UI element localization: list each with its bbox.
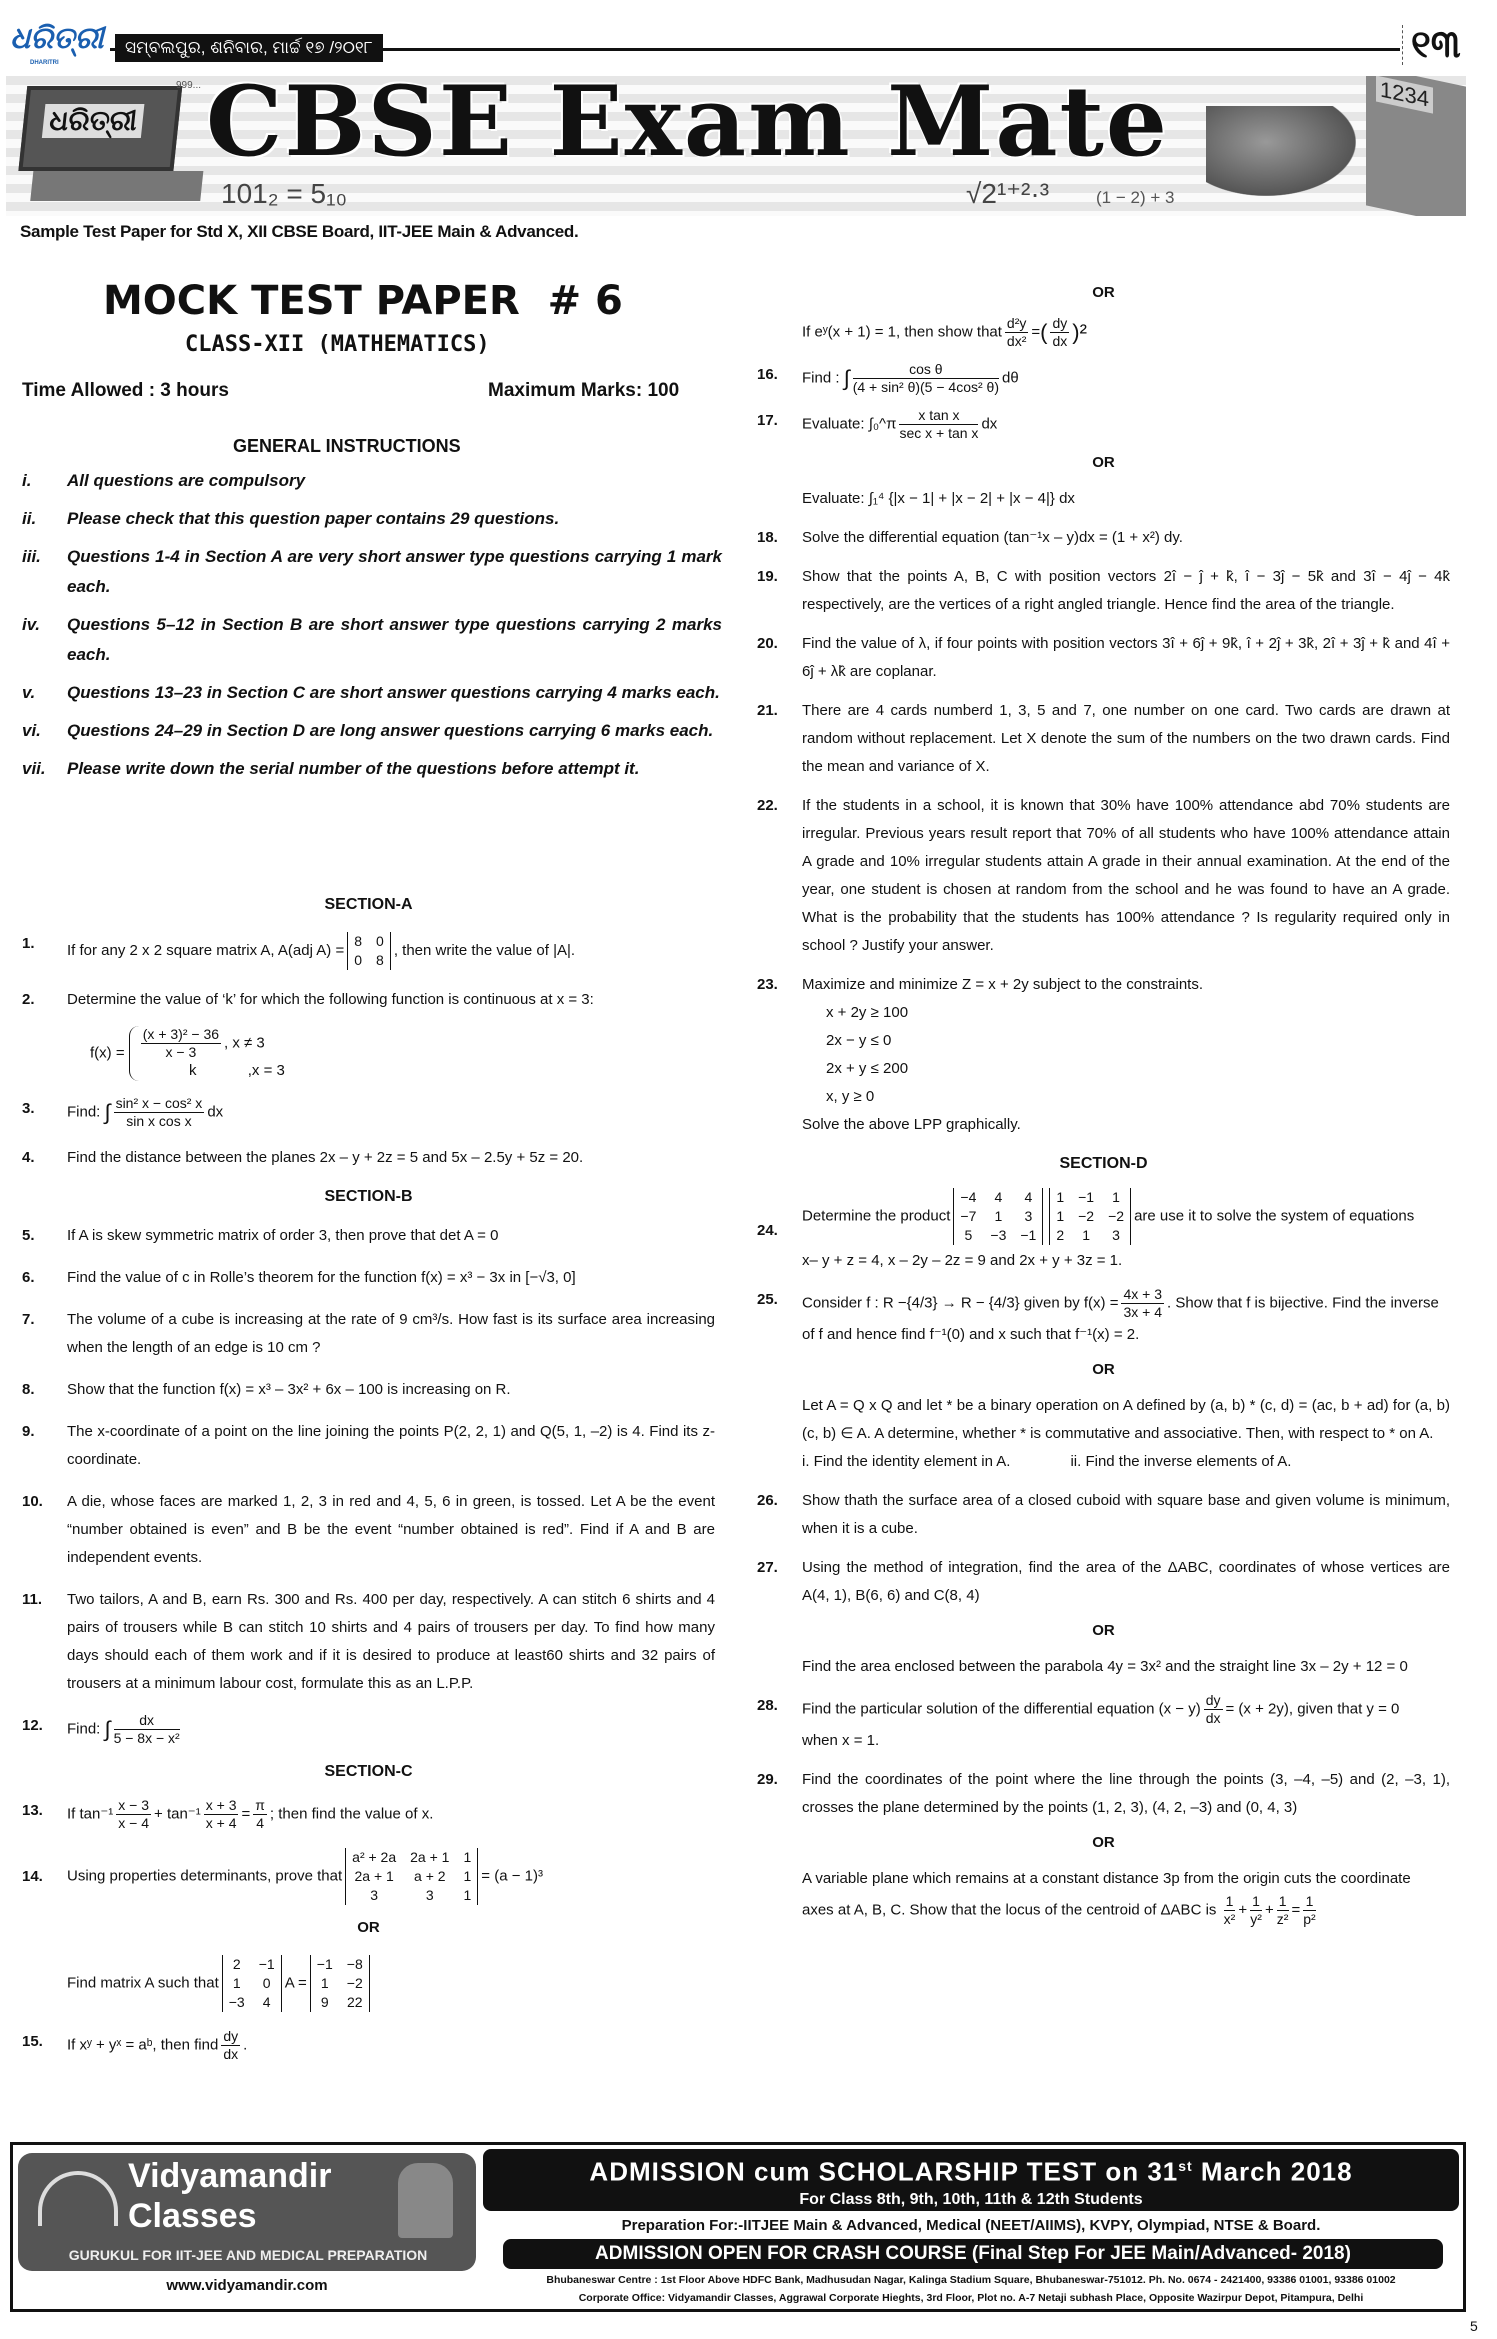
question-15-or: If eʸ(x + 1) = 1, then show that $\frac{\text{d²y}}{\text{dx²}}$ =( $\frac{dy}{dx}$ )² (802, 315, 1087, 349)
question-number: 18. (757, 529, 778, 546)
question-number: 11. (22, 1591, 43, 1608)
book-icon (38, 2171, 118, 2226)
matrix-cell: 3 (425, 1887, 434, 1903)
vidyamandir-logo-block (18, 2153, 476, 2271)
matrix (347, 932, 391, 970)
or-label: OR (1092, 1622, 1115, 1639)
matrix-cell: 1 (1082, 1227, 1090, 1243)
matrix-cell: 2 (232, 1956, 241, 1972)
question-number: 27. (757, 1559, 778, 1576)
scholarship-banner (483, 2149, 1459, 2211)
question-number: 3. (22, 1100, 35, 1117)
question-8: 8. Show that the function f(x) = x³ – 3x² + 6x – 100 is increasing on R. (22, 1376, 715, 1404)
instruction: i. All questions are compulsory (22, 471, 306, 490)
matrix-cell: 1 (994, 1208, 1003, 1224)
paper-title: MOCK TEST PAPER # 6 (103, 278, 623, 324)
laptop-image (10, 86, 203, 206)
question-25-cont: of f and hence find f⁻¹(0) and x such that f⁻¹(x) = 2. (802, 1326, 1140, 1343)
matrix-cell: 1 (320, 1975, 329, 1991)
address-bhubaneswar: Bhubaneswar Centre : 1st Floor Above HDFC Bank, Madhusudan Nagar, Kalinga Stadium Square, Bhubaneswar-751012. Ph. No. 0674 - 2421400, 93386 01001, 93386 01002 (546, 2274, 1396, 2286)
question-12: 12. Find: ∫ $\frac{dx}{\text{5 − 8x − x²}}$ (22, 1712, 180, 1746)
constraints-list (826, 999, 1450, 1111)
matrix-cell: −8 (346, 1956, 363, 1972)
page-number-odia: ୧୩ (1402, 25, 1461, 65)
question-1: 1. If for any 2 x 2 square matrix A, A(adj A) = 8 0 0 8 , then write the value of |A|. (22, 930, 715, 972)
constraint: x, y ≥ 0 (826, 1088, 875, 1105)
or-label: OR (1092, 1834, 1115, 1851)
constraint: x + 2y ≥ 100 (826, 1004, 909, 1021)
matrix-cell: 2a + 1 (354, 1868, 394, 1884)
question-24-equations: x– y + z = 4, x – 2y – 2z = 9 and 2x + y + 3z = 1. (802, 1252, 1123, 1269)
advertisement (10, 2142, 1466, 2312)
page-number: 5 (1470, 2318, 1478, 2334)
question-number: 10. (22, 1493, 43, 1510)
matrix-cell: 0 (376, 933, 384, 949)
matrix-cell: 22 (346, 1994, 363, 2010)
matrix-cell: −2 (346, 1975, 363, 1991)
matrix (310, 1955, 370, 2012)
matrix-cell: 3 (370, 1887, 379, 1903)
right-column (757, 282, 1450, 1928)
teacher-icon (398, 2163, 453, 2238)
matrix-cell: 4 (994, 1189, 1003, 1205)
matrix-cell: 8 (376, 952, 384, 968)
or-label: OR (1092, 1361, 1115, 1378)
instruction: v. Questions 13–23 in Section C are short answer questions carrying 4 marks each. (22, 683, 720, 702)
question-number: 7. (22, 1311, 35, 1328)
left-column (22, 880, 715, 2063)
question-17-or: Evaluate: ∫₁⁴ {|x − 1| + |x − 2| + |x − 4|} dx (802, 490, 1075, 507)
preparation-line: Preparation For:-IITJEE Main & Advanced, Medical (NEET/AIIMS), KVPY, Olympiad, NTSE & Board. (621, 2217, 1321, 2234)
matrix-cell: 4 (1024, 1189, 1033, 1205)
question-number: 23. (757, 976, 778, 993)
general-instructions-heading: GENERAL INSTRUCTIONS (233, 436, 461, 456)
maximum-marks: Maximum Marks: 100 (488, 380, 680, 401)
question-27: 27. Using the method of integration, find the area of the ΔABC, coordinates of whose vertices are A(4, 1), B(6, 6) and C(8, 4) (757, 1554, 1450, 1610)
question-number: 6. (22, 1269, 35, 1286)
matrix-cell: −7 (960, 1208, 977, 1224)
question-number: 24. (757, 1221, 778, 1239)
banner-deco: 101₂ = 5₁₀ (221, 178, 348, 209)
dateline: ସମ୍ବଲପୁର, ଶନିବାର, ମାର୍ଚ୍ଚ ୧୭ /୨୦୧୮ (115, 34, 383, 62)
or-label: OR (1092, 284, 1115, 301)
question-23: 23. Maximize and minimize Z = x + 2y subject to the constraints. x + 2y ≥ 100 2x − y ≤ 0 2x + y ≤ 200 x, y ≥ 0 Solve the above LPP graphically. (757, 971, 1450, 1139)
question-25: 25. Consider f : R −{4/3} → R − {4/3} given by f(x) = $\frac{4x + 3}{3x + 4}$ . Show that f is bijective. Find the inverse of f and hence find f⁻¹(0) and x such that f⁻¹(x) = 2. (757, 1286, 1450, 1349)
question-number: 4. (22, 1149, 35, 1166)
question-3: 3. Find: ∫ $\frac{\text{sin² x − cos² x}}{\text{sin x cos x}}$ dx (22, 1095, 224, 1129)
question-29: 29. Find the coordinates of the point where the line through the points (3, –4, –5) and (2, –3, 1), crosses the plane determined by the points (1, 2, 3), (4, 2, –3) and (0, 4, 3) (757, 1766, 1450, 1822)
question-number: 15. (22, 2033, 43, 2050)
matrix (345, 1848, 478, 1905)
question-number: 12. (22, 1717, 43, 1734)
question-21: 21. There are 4 cards numberd 1, 3, 5 and 7, one number on one card. Two cards are drawn at random without replacement. Let X denote the sum of the numbers on the two drawn cards. Find the mean and variance of X. (757, 697, 1450, 781)
question-26: 26. Show thath the surface area of a closed cuboid with square base and given volume is minimum, when it is a cube. (757, 1487, 1450, 1543)
question-number: 5. (22, 1227, 35, 1244)
instruction: ii. Please check that this question paper contains 29 questions. (22, 509, 560, 528)
question-11: 11. Two tailors, A and B, earn Rs. 300 and Rs. 400 per day, respectively. A can stitch 6 shirts and 4 pairs of trousers while B can stitch 10 shirts and 4 pairs of trousers per day. To find how many days should each of them work and if it is desired to produce at least60 shirts and 32 pairs of trousers at a minimum labour cost, formulate this as an L.P.P. (22, 1586, 715, 1698)
question-28-cont: when x = 1. (802, 1732, 880, 1749)
question-28: 28. Find the particular solution of the differential equation (x − y) $\frac{dy}{dx}$ = (x + 2y), given that y = 0 when x = 1. (757, 1692, 1450, 1755)
matrix-cell: 5 (964, 1227, 973, 1243)
matrix (222, 1955, 282, 2012)
laptop-logo: ଧରିତ୍ରୀ (42, 104, 145, 138)
banner-subtitle: Sample Test Paper for Std X, XII CBSE Board, IIT-JEE Main & Advanced. (20, 222, 579, 241)
piecewise-function: f(x) = $\frac{\text{(x + 3)² − 36}}{x - 3}$ , x ≠ 3 k ,x = 3 (90, 1026, 285, 1079)
matrix-cell: 4 (262, 1994, 271, 2010)
question-number: 9. (22, 1423, 35, 1440)
matrix-cell: 1 (1056, 1208, 1065, 1224)
brand-name-2: Classes (128, 2197, 257, 2235)
constraint: 2x + y ≤ 200 (826, 1060, 909, 1077)
question-number: 20. (757, 635, 778, 652)
calculator-display: 1234 (1376, 76, 1433, 114)
matrix-cell: 1 (232, 1975, 241, 1991)
time-allowed: Time Allowed : 3 hours (22, 380, 229, 401)
question-10: 10. A die, whose faces are marked 1, 2, 3 in red and 4, 5, 6 in green, is tossed. Let A be the event “number obtained is even” and B be the event “number obtained is red”. Find if A and B are independent events. (22, 1488, 715, 1572)
matrix-cell: 0 (262, 1975, 271, 1991)
section-a-heading: SECTION-A (324, 896, 413, 913)
question-number: 26. (757, 1492, 778, 1509)
section-d-heading: SECTION-D (1059, 1155, 1148, 1172)
question-29-or: A variable plane which remains at a constant distance 3p from the origin cuts the coordinate axes at A, B, C. Show that the locus of the centroid of ΔABC is $\frac{1}{\text{x²}}$ + $\frac{1}{\text{y²}}$ + $\frac{1}{\text{z²}}$ = $\frac{1}{\text{p²}}$ (757, 1865, 1450, 1928)
instruction: vi. Questions 24–29 in Section D are long answer questions carrying 6 marks each. (22, 721, 714, 740)
question-number: 21. (757, 702, 778, 719)
question-14: 14. Using properties determinants, prove that a² + 2a 2a + 1 1 2a + 1 a + 2 1 3 3 1 = (a − 1)³ (22, 1849, 543, 1903)
banner-deco: 999... (176, 80, 202, 91)
constraint: 2x − y ≤ 0 (826, 1032, 892, 1049)
matrix-cell: −4 (960, 1189, 977, 1205)
question-14-or: Find matrix A such that 2 −1 1 0 −3 4 A = −1 −8 1 −2 9 22 (22, 1953, 715, 2014)
question-number: 19. (757, 568, 778, 585)
matrix-cell: −1 (1078, 1189, 1095, 1205)
instruction: vii. Please write down the serial number of the questions before attempt it. (22, 759, 640, 778)
question-5: 5. If A is skew symmetric matrix of order 3, then prove that det A = 0 (22, 1222, 715, 1250)
matrix-cell: 2a + 1 (410, 1849, 450, 1865)
question-25-or-ii: ii. Find the inverse elements of A. (1070, 1453, 1292, 1470)
question-25-or-i: i. Find the identity element in A. (802, 1453, 1011, 1470)
matrix-cell: a + 2 (414, 1868, 446, 1884)
matrix-cell: a² + 2a (352, 1849, 397, 1865)
banner-deco: √2¹⁺²·³ (966, 178, 1050, 209)
instruction: iii. Questions 1-4 in Section A are very short answer type questions carrying 1 mark each. (22, 547, 722, 596)
question-number: 25. (757, 1291, 778, 1308)
matrix-cell: 0 (354, 952, 363, 968)
crash-course-banner: ADMISSION OPEN FOR CRASH COURSE (Final Step For JEE Main/Advanced- 2018) (503, 2239, 1443, 2269)
calculator-image (1366, 76, 1466, 216)
question-4: 4. Find the distance between the planes 2x – y + 2z = 5 and 5x – 2.5y + 5z = 20. (22, 1144, 715, 1172)
question-number: 28. (757, 1697, 778, 1714)
question-number: 16. (757, 366, 778, 383)
hand-mouse-image (1206, 106, 1356, 196)
matrix-cell: 3 (1024, 1208, 1033, 1224)
question-22: 22. If the students in a school, it is known that 30% have 100% attendance abd 70% students are irregular. Previous years result report that 70% of all students who have 100% attendance attain A grade and 10% irregular students attain A grade in their annual examination. At the end of the year, one student is chosen at random from the school and he was found to have an A grade. What is the probability that the students has 100% attendance ? Is regularity required only in school ? Justify your answer. (757, 792, 1450, 960)
matrix-cell: 3 (1112, 1227, 1120, 1243)
question-number: 13. (22, 1802, 43, 1819)
question-number: 8. (22, 1381, 35, 1398)
matrix-cell: 1 (463, 1887, 472, 1903)
matrix-cell: 1 (463, 1868, 472, 1884)
question-16: 16. Find : ∫ $\frac{\text{cos θ}}{\text{(4 + sin² θ)(5 − 4cos² θ)}}$ dθ (757, 361, 1019, 395)
matrix-cell: −1 (1020, 1227, 1037, 1243)
matrix-cell: −3 (990, 1227, 1007, 1243)
question-20: 20. Find the value of λ, if four points with position vectors 3î + 6ĵ + 9k̂, î + 2ĵ + 3k̂, 2î + 3ĵ + k̂ and 4î + 6ĵ + λk̂ are coplanar. (757, 630, 1450, 686)
matrix-cell: −2 (1108, 1208, 1125, 1224)
question-number: 29. (757, 1771, 778, 1788)
or-label: OR (357, 1919, 380, 1936)
brand-url[interactable]: www.vidyamandir.com (166, 2277, 328, 2294)
banner-deco: (1 − 2) + 3 (1096, 188, 1175, 207)
matrix-cell: 1 (463, 1849, 472, 1865)
question-9: 9. The x-coordinate of a point on the line joining the points P(2, 2, 1) and Q(5, 1, –2) is 4. Find its z-coordinate. (22, 1418, 715, 1474)
matrix (953, 1188, 1043, 1245)
paper-class: CLASS-XII (MATHEMATICS) (185, 332, 490, 357)
address-corporate: Corporate Office: Vidyamandir Classes, Aggrawal Corporate Hieghts, 3rd Floor, Plot no. A-7 Netaji subhash Place, Opposite Wazirpur Depot, Pitampura, Delhi (578, 2292, 1364, 2304)
matrix-cell: 1 (1112, 1189, 1120, 1205)
question-27-or: Find the area enclosed between the parabola 4y = 3x² and the straight line 3x – 2y + 12 = 0 (802, 1658, 1408, 1675)
question-29-or-cont: axes at A, B, C. Show that the locus of the centroid of ΔABC is $\frac{1}{\text{x²}}$ + $\frac{1}{\text{y²}}$ + $\frac{1}{\text{z²}}$ = $\frac{1}{\text{p²}}$ (802, 1893, 1316, 1927)
question-13: 13. If tan⁻¹ $\frac{x - 3}{x - 4}$ + tan⁻¹ $\frac{x + 3}{x + 4}$ = $\frac{\pi}{4}$ ; then find the value of x. (22, 1797, 434, 1831)
question-2: 2. Determine the value of ‘k’ for which the following function is continuous at x = 3: (22, 986, 715, 1014)
question-number: 2. (22, 991, 35, 1008)
section-c-heading: SECTION-C (324, 1763, 413, 1780)
matrix (1049, 1188, 1131, 1245)
masthead-logo: ଧରିତ୍ରୀ (10, 22, 104, 55)
question-number: 17. (757, 412, 778, 429)
instructions-list (22, 466, 722, 792)
scholarship-headline: ADMISSION cum SCHOLARSHIP TEST on 31st March 2018 (589, 2156, 1353, 2187)
section-b-heading: SECTION-B (324, 1188, 413, 1205)
question-24: 24. Determine the product −4 4 4 −7 1 3 5 −3 −1 1 −1 1 1 −2 −2 2 1 3 are use it to solve the system of equations x– y + z = 4, x – 2y – 2z = 9 and 2x + y + 3z = 1. (757, 1186, 1450, 1275)
matrix-cell: −3 (228, 1994, 245, 2010)
question-15: 15. If xʸ + yˣ = aᵇ, then find $\frac{dy}{dx}$ . (22, 2028, 248, 2062)
scholarship-classes: For Class 8th, 9th, 10th, 11th & 12th Students (799, 2190, 1143, 2208)
matrix-cell: 1 (1056, 1189, 1065, 1205)
brand-tagline: GURUKUL FOR IIT-JEE AND MEDICAL PREPARATION (68, 2247, 428, 2263)
question-number: 22. (757, 797, 778, 814)
masthead-logo-sub: DHARITRI (30, 60, 59, 66)
matrix-cell: −1 (258, 1956, 275, 1972)
or-label: OR (1092, 454, 1115, 471)
matrix-cell: 2 (1056, 1227, 1065, 1243)
banner-title: CBSE Exam Mate (206, 76, 1169, 178)
question-18: 18. Solve the differential equation (tan⁻¹x – y)dx = (1 + x²) dy. (757, 524, 1450, 552)
question-number: 1. (22, 935, 35, 952)
matrix-cell: −2 (1078, 1208, 1095, 1224)
matrix-cell: 8 (354, 933, 363, 949)
question-25-or: Let A = Q x Q and let * be a binary operation on A defined by (a, b) * (c, d) = (ac, b + ad) for (a, b) (c, b) ∈ A. A determine, whether * is commutative and associative. Then, with respect to * on A. i. Find the identity element in A. ii. Find the inverse elements of A. (757, 1392, 1450, 1476)
instruction: iv. Questions 5–12 in Section B are short answer type questions carrying 2 marks each. (22, 615, 722, 664)
matrix-cell: −1 (316, 1956, 333, 1972)
matrix-cell: 9 (320, 1994, 329, 2010)
question-17: 17. Evaluate: ∫₀^π $\frac{\text{x tan x}}{\text{sec x + tan x}}$ dx (757, 407, 998, 441)
question-number: 14. (22, 1867, 43, 1885)
banner (6, 76, 1466, 216)
question-7: 7. The volume of a cube is increasing at the rate of 9 cm³/s. How fast is its surface area increasing when the length of an edge is 10 cm ? (22, 1306, 715, 1362)
brand-name: Vidyamandir (128, 2157, 332, 2195)
question-6: 6. Find the value of c in Rolle’s theorem for the function f(x) = x³ − 3x in [−√3, 0] (22, 1264, 715, 1292)
question-23-footer: Solve the above LPP graphically. (802, 1116, 1021, 1133)
question-19: 19. Show that the points A, B, C with position vectors 2î − ĵ + k̂, î − 3ĵ − 5k̂ and 3î − 4ĵ − 4k̂ respectively, are the vertices of a right angled triangle. Hence find the area of the triangle. (757, 563, 1450, 619)
